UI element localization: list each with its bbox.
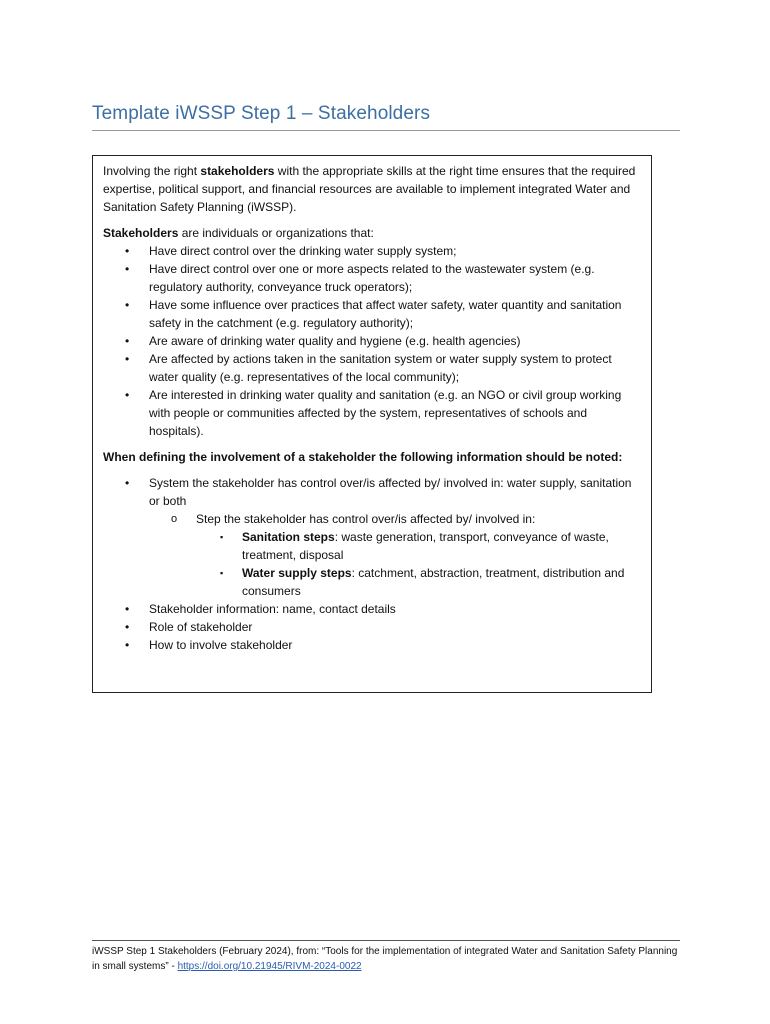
definition-list bbox=[103, 242, 641, 440]
list-item bbox=[103, 636, 641, 654]
bullet-icon: • bbox=[125, 388, 130, 402]
list-item-text: Are interested in drinking water quality and sanitation (e.g. an NGO or civil group working with people or communities affected by the system, representatives of schools and hospitals). bbox=[149, 388, 622, 438]
list-item-text: Have direct control over the drinking water supply system; bbox=[149, 244, 457, 258]
list-item bbox=[103, 296, 641, 332]
noted-list bbox=[103, 474, 641, 654]
list-item-text: Role of stakeholder bbox=[149, 620, 253, 634]
bullet-icon: • bbox=[125, 620, 130, 634]
list-item bbox=[196, 528, 641, 564]
doi-link[interactable]: https://doi.org/10.21945/RIVM-2024-0022 bbox=[177, 961, 362, 972]
bullet-icon: • bbox=[125, 476, 130, 490]
list-item bbox=[103, 618, 641, 636]
list-item-text: Have some influence over practices that affect water safety, water quantity and sanitation safety in the catchment (e.g. regulatory authority); bbox=[149, 298, 622, 330]
bullet-icon: • bbox=[125, 352, 130, 366]
sanitation-steps-text: : waste generation, transport, conveyance of waste, treatment, disposal bbox=[242, 530, 609, 562]
footer-text: iWSSP Step 1 Stakeholders (February 2024), from: “Tools for the implementation of integrated Water and Sanitation Safety Planning in small systems” - bbox=[92, 946, 678, 972]
list-item-text: Have direct control over one or more aspects related to the wastewater system (e.g. regulatory authority, conveyance truck operators); bbox=[149, 262, 595, 294]
definition-bold: Stakeholders bbox=[103, 226, 179, 240]
list-item-text: How to involve stakeholder bbox=[149, 638, 293, 652]
sanitation-steps-label: Sanitation steps bbox=[242, 530, 335, 544]
list-item bbox=[103, 600, 641, 618]
circle-bullet-icon: o bbox=[171, 513, 178, 525]
water-supply-steps-text: : catchment, abstraction, treatment, distribution and consumers bbox=[242, 566, 625, 598]
intro-paragraph bbox=[103, 162, 641, 216]
list-item-text: Are affected by actions taken in the sanitation system or water supply system to protect water quality (e.g. representatives of the local community); bbox=[149, 352, 612, 384]
bullet-icon: • bbox=[125, 334, 130, 348]
bullet-icon: • bbox=[125, 262, 130, 276]
list-item bbox=[103, 242, 641, 260]
square-bullet-icon: ▪ bbox=[220, 568, 224, 578]
page-footer bbox=[92, 940, 680, 974]
bullet-icon: • bbox=[125, 638, 130, 652]
stakeholders-box bbox=[92, 155, 652, 693]
definition-after: are individuals or organizations that: bbox=[178, 226, 374, 240]
list-item bbox=[103, 260, 641, 296]
intro-before: Involving the right bbox=[103, 164, 201, 178]
sub-list bbox=[149, 510, 641, 600]
bullet-icon: • bbox=[125, 602, 130, 616]
list-item-text: Stakeholder information: name, contact details bbox=[149, 602, 396, 616]
sub-sub-list bbox=[196, 528, 641, 600]
list-item-text: Are aware of drinking water quality and hygiene (e.g. health agencies) bbox=[149, 334, 521, 348]
list-item bbox=[103, 332, 641, 350]
list-item bbox=[149, 510, 641, 600]
list-item bbox=[196, 564, 641, 600]
list-item bbox=[103, 350, 641, 386]
definition-paragraph bbox=[103, 224, 641, 242]
list-item bbox=[103, 386, 641, 440]
bullet-icon: • bbox=[125, 298, 130, 312]
list-item bbox=[103, 474, 641, 600]
intro-after: with the appropriate skills at the right time ensures that the required expertise, political support, and financial resources are available to implement integrated Water and Sanitation Safety Planning (iWSSP). bbox=[103, 164, 636, 214]
page-title: Template iWSSP Step 1 – Stakeholders bbox=[92, 103, 680, 131]
water-supply-steps-label: Water supply steps bbox=[242, 566, 352, 580]
bullet-icon: • bbox=[125, 244, 130, 258]
noted-heading: When defining the involvement of a stakeholder the following information should be noted: bbox=[103, 450, 623, 464]
list-item-text: Step the stakeholder has control over/is affected by/ involved in: bbox=[196, 512, 536, 526]
square-bullet-icon: ▪ bbox=[220, 532, 224, 542]
list-item-text: System the stakeholder has control over/is affected by/ involved in: water supply, sanitation or both bbox=[149, 476, 632, 508]
intro-bold: stakeholders bbox=[200, 164, 275, 178]
